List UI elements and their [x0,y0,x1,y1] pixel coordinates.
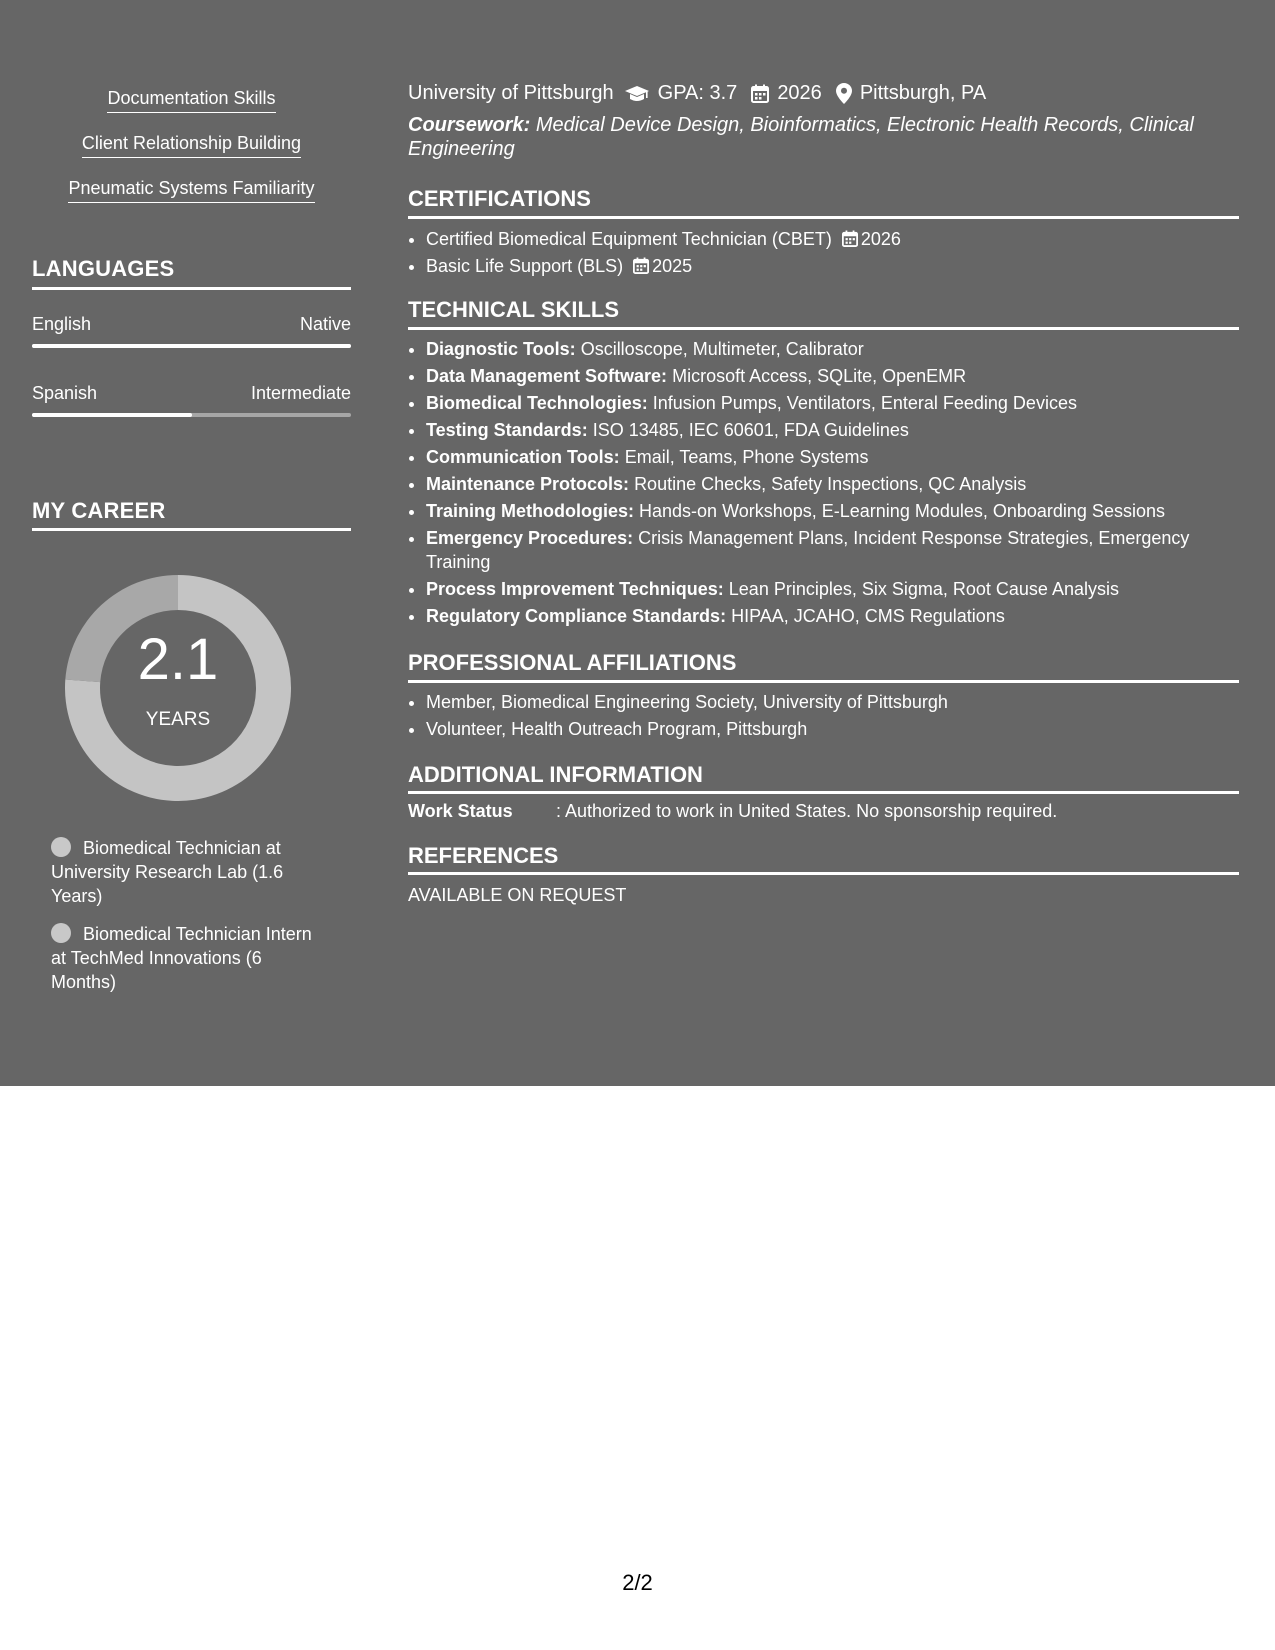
skill-values: Lean Principles, Six Sigma, Root Cause Analysis [728,579,1119,599]
school-location: Pittsburgh, PA [859,82,987,104]
language-name: English [32,314,92,334]
skill-category: Communication Tools: [426,447,620,467]
gpa: GPA: 3.7 [657,82,738,104]
technical-skills-list [408,337,1236,631]
legend-dot [51,837,71,857]
skill-item [426,337,1236,361]
skill-category: Process Improvement Techniques: [426,579,724,599]
work-status-value: : Authorized to work in United States. No sponsorship required. [556,801,1058,821]
language-name: Spanish [32,383,98,403]
affiliation-item: • Member, Biomedical Engineering Society, University of Pittsburgh [426,690,1236,714]
skill-label: Pneumatic Systems Familiarity [68,178,314,203]
skill-item [426,604,1236,628]
skill-link[interactable] [32,133,351,158]
skill-item [426,577,1236,601]
page-number: 2/2 [622,1570,653,1595]
work-status-row [408,801,1057,822]
additional-info-rule [408,791,1239,794]
skill-category: Biomedical Technologies: [426,393,648,413]
skill-values: Microsoft Access, SQLite, OpenEMR [672,366,967,386]
skill-link[interactable] [32,178,351,203]
skill-values: ISO 13485, IEC 60601, FDA Guidelines [592,420,909,440]
career-unit-label: YEARS [145,709,211,730]
coursework-list: Medical Device Design, Bioinformatics, Electronic Health Records, Clinical Engineering [408,114,1194,160]
language-proficiency-bar [32,413,351,417]
calendar-icon [633,257,649,274]
language-proficiency-fill [32,344,351,348]
certification-name: Basic Life Support (BLS) [426,256,624,276]
affiliation-item: • Volunteer, Health Outreach Program, Pittsburgh [426,717,1236,741]
language-row [32,314,351,335]
technical-skills-rule [408,327,1239,330]
affiliations-rule [408,680,1239,683]
skill-item [426,526,1236,574]
references-text: AVAILABLE ON REQUEST [408,885,627,905]
certifications-list [408,227,1236,281]
skill-values: Crisis Management Plans, Incident Response Strategies, Emergency Training [426,528,1190,572]
skill-label: Documentation Skills [107,88,275,113]
school-name: University of Pittsburgh [408,82,614,104]
skill-category: Emergency Procedures: [426,528,634,548]
legend-dot [51,923,71,943]
career-rule [32,528,351,531]
skill-category: Regulatory Compliance Standards: [426,606,727,626]
graduation-year: 2026 [777,82,822,104]
skill-item [426,499,1236,523]
education-line [408,82,986,105]
skill-item [426,391,1236,415]
skill-link[interactable] [32,88,351,113]
certifications-rule [408,216,1239,219]
career-heading: MY CAREER [32,498,166,523]
skill-category: Maintenance Protocols: [426,474,630,494]
career-legend-item [51,922,331,994]
skill-values: Hands-on Workshops, E-Learning Modules, Onboarding Sessions [639,501,1165,521]
certification-item [426,227,1236,251]
calendar-icon [751,84,769,103]
map-pin-icon [836,83,852,104]
career-legend-item [51,836,331,908]
affiliations-list [408,690,1236,744]
skill-category: Data Management Software: [426,366,668,386]
calendar-icon [842,230,858,247]
language-proficiency-bar [32,344,351,348]
language-row [32,383,351,404]
skill-values: HIPAA, JCAHO, CMS Regulations [731,606,1005,626]
career-legend-label: Biomedical Technician at University Research Lab (1.6 Years) [51,838,284,906]
technical-skills-heading: TECHNICAL SKILLS [408,297,620,322]
references-heading: REFERENCES [408,843,559,868]
skill-values: Infusion Pumps, Ventilators, Enteral Feeding Devices [652,393,1077,413]
graduation-cap-icon [624,85,650,103]
skill-values: Email, Teams, Phone Systems [624,447,869,467]
certification-year: 2026 [860,229,901,249]
language-level: Intermediate [250,383,351,403]
coursework [408,113,1208,161]
additional-info-heading: ADDITIONAL INFORMATION [408,762,703,787]
work-status-label: Work Status [408,801,513,821]
skill-values: Oscilloscope, Multimeter, Calibrator [580,339,864,359]
references-rule [408,872,1239,875]
certification-item [426,254,1236,278]
language-level: Native [299,314,351,334]
skill-values: Routine Checks, Safety Inspections, QC Analysis [634,474,1027,494]
skill-item [426,445,1236,469]
certification-name: Certified Biomedical Equipment Technician (CBET) [426,229,832,249]
career-donut-chart [65,575,291,801]
certification-year: 2025 [652,256,693,276]
certifications-heading: CERTIFICATIONS [408,186,591,211]
languages-heading: LANGUAGES [32,256,175,281]
skill-item [426,364,1236,388]
skill-label: Client Relationship Building [82,133,301,158]
affiliations-heading: PROFESSIONAL AFFILIATIONS [408,650,737,675]
skill-category: Testing Standards: [426,420,588,440]
coursework-label: Coursework: [408,114,531,136]
career-total-years: 2.1 [137,627,219,692]
skill-category: Diagnostic Tools: [426,339,576,359]
skill-category: Training Methodologies: [426,501,634,521]
language-proficiency-fill [32,413,192,417]
languages-rule [32,287,351,290]
career-legend-label: Biomedical Technician Intern at TechMed Innovations (6 Months) [51,924,312,992]
skill-item [426,472,1236,496]
skill-item [426,418,1236,442]
